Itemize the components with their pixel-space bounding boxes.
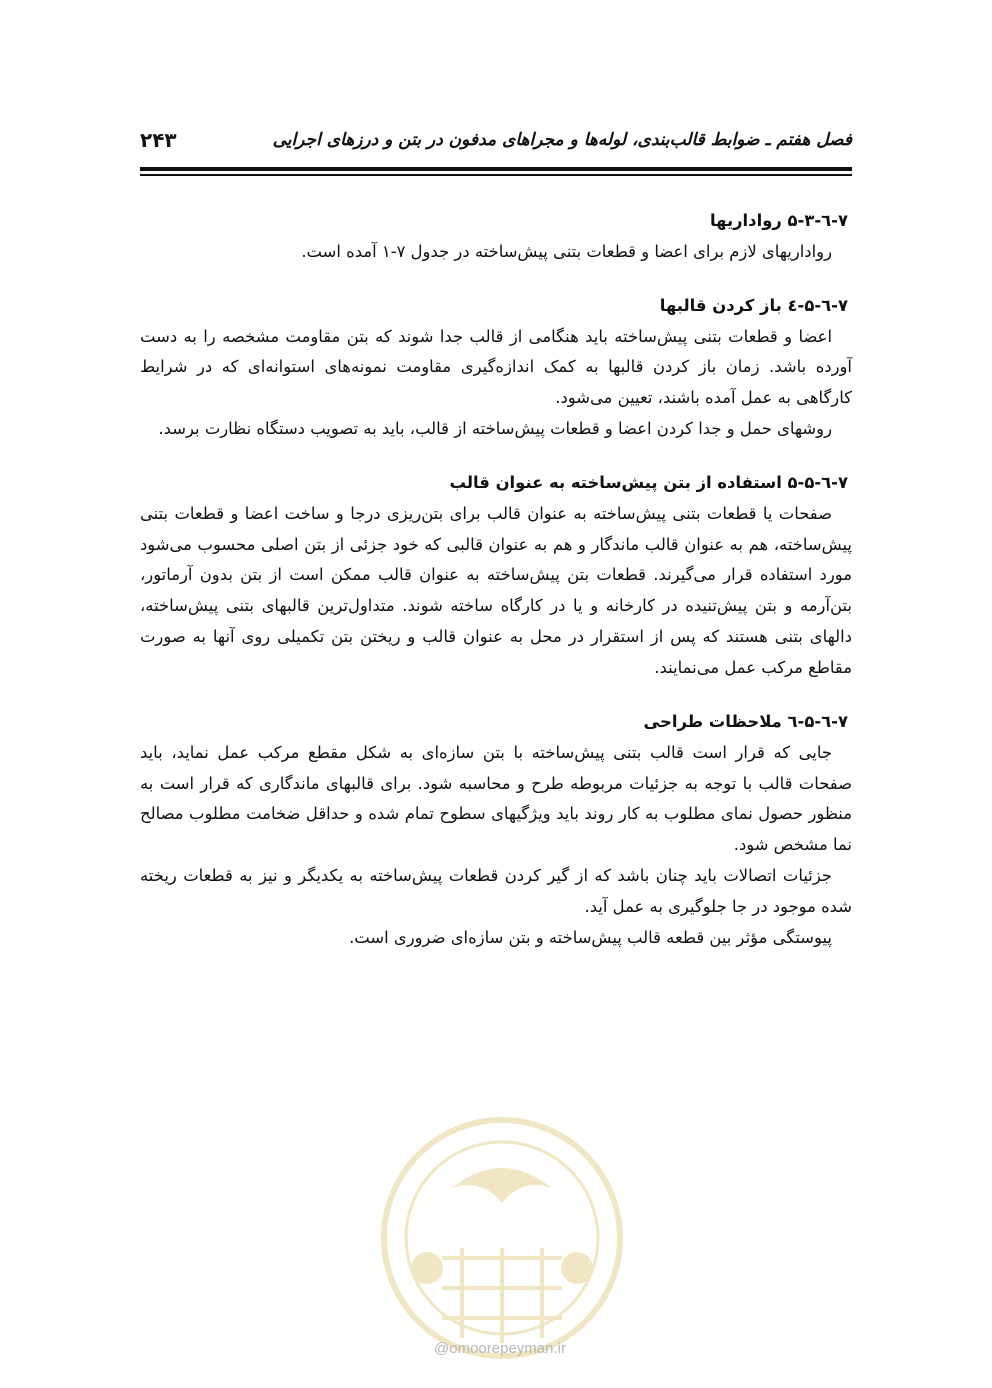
- section-heading-precast-as-form: ۷-٦-۵-۵ استفاده از بتن پیش‌ساخته به عنوان قالب: [449, 472, 848, 492]
- paragraph-design-3: پیوستگی مؤثر بین قطعه قالب پیش‌ساخته و بتن سازه‌ای ضروری است.: [349, 927, 832, 947]
- header-rule-thick: [140, 167, 852, 171]
- paragraph-formwork-removal-2: روشهای حمل و جدا کردن اعضا و قطعات پیش‌ساخته از قالب، باید به تصویب دستگاه نظارت برسد.: [158, 419, 832, 439]
- section-heading-design-considerations: ۷-٦-۵-٦ ملاحظات طراحی: [643, 711, 848, 731]
- section-heading-tolerances: ۷-٦-۵-۳ رواداریها: [709, 211, 848, 230]
- page-body: [140, 206, 852, 954]
- page-number: ۲۴۳: [140, 128, 177, 152]
- paragraph-design-1: جایی که قرار است قالب بتنی پیش‌ساخته با بتن سازه‌ای به شکل مقطع مرکب عمل نماید، باید صفحات قالب با توجه به جزئیات مربوطه طرح و محاسبه شود. برای قالبهای ماندگاری که قرار است به منظور حصول نمای مطلوب به کار روند باید ویژگیهای سطوح تمام شده و حداقل ضخامت مطلوب مصالح نما مشخص شود.: [140, 742, 852, 855]
- paragraph-precast-as-form: صفحات یا قطعات بتنی پیش‌ساخته به عنوان قالب برای بتن‌ریزی درجا و ساخت اعضا و قطعات بتنی پیش‌ساخته، هم به عنوان قالب ماندگار و هم به عنوان قالبی که خود جزئی از بتن اصلی محسوب می‌شود مورد استفاده قرار می‌گیرند. قطعات بتن پیش‌ساخته به عنوان قالب ممکن است از بتن بدون آرماتور، بتن‌آرمه و بتن پیش‌تنیده در کارخانه و یا در کارگاه ساخته شوند. متداول‌ترین قالبهای بتنی پیش‌ساخته، دالهای بتنی هستند که پس از استقرار در محل به عنوان قالب و ریختن بتن تکمیلی روی آنها به صورت مقاطع مرکب عمل می‌نمایند.: [140, 503, 852, 677]
- paragraph-design-2: جزئیات اتصالات باید چنان باشد که از گیر کردن قطعات پیش‌ساخته به یکدیگر و نیز به قطعات ریخته شده موجود در جا جلوگیری به عمل آید.: [140, 866, 852, 916]
- paragraph-tolerances: رواداریهای لازم برای اعضا و قطعات بتنی پیش‌ساخته در جدول ۷-۱ آمده است.: [301, 241, 832, 261]
- section-heading-formwork-removal: ۷-٦-۵-٤ باز کردن قالبها: [659, 295, 848, 315]
- paragraph-formwork-removal-1: اعضا و قطعات بتنی پیش‌ساخته باید هنگامی از قالب جدا شوند که بتن مقاومت مشخصه را به دست آورده باشد. زمان باز کردن قالبها به کمک اندازه‌گیری مقاومت نمونه‌های استوانه‌ای که در شرایط کارگاهی به عمل آمده باشند، تعیین می‌شود.: [140, 326, 852, 408]
- watermark-url: @omoorepeyman.ir: [434, 1340, 566, 1357]
- header-rule-thin: [140, 174, 852, 176]
- watermark-logo: [372, 1108, 632, 1368]
- chapter-title: فصل هفتم ـ ضوابط قالب‌بندی، لوله‌ها و مجراهای مدفون در بتن و درزهای اجرایی: [272, 130, 852, 150]
- page-header: [140, 128, 852, 162]
